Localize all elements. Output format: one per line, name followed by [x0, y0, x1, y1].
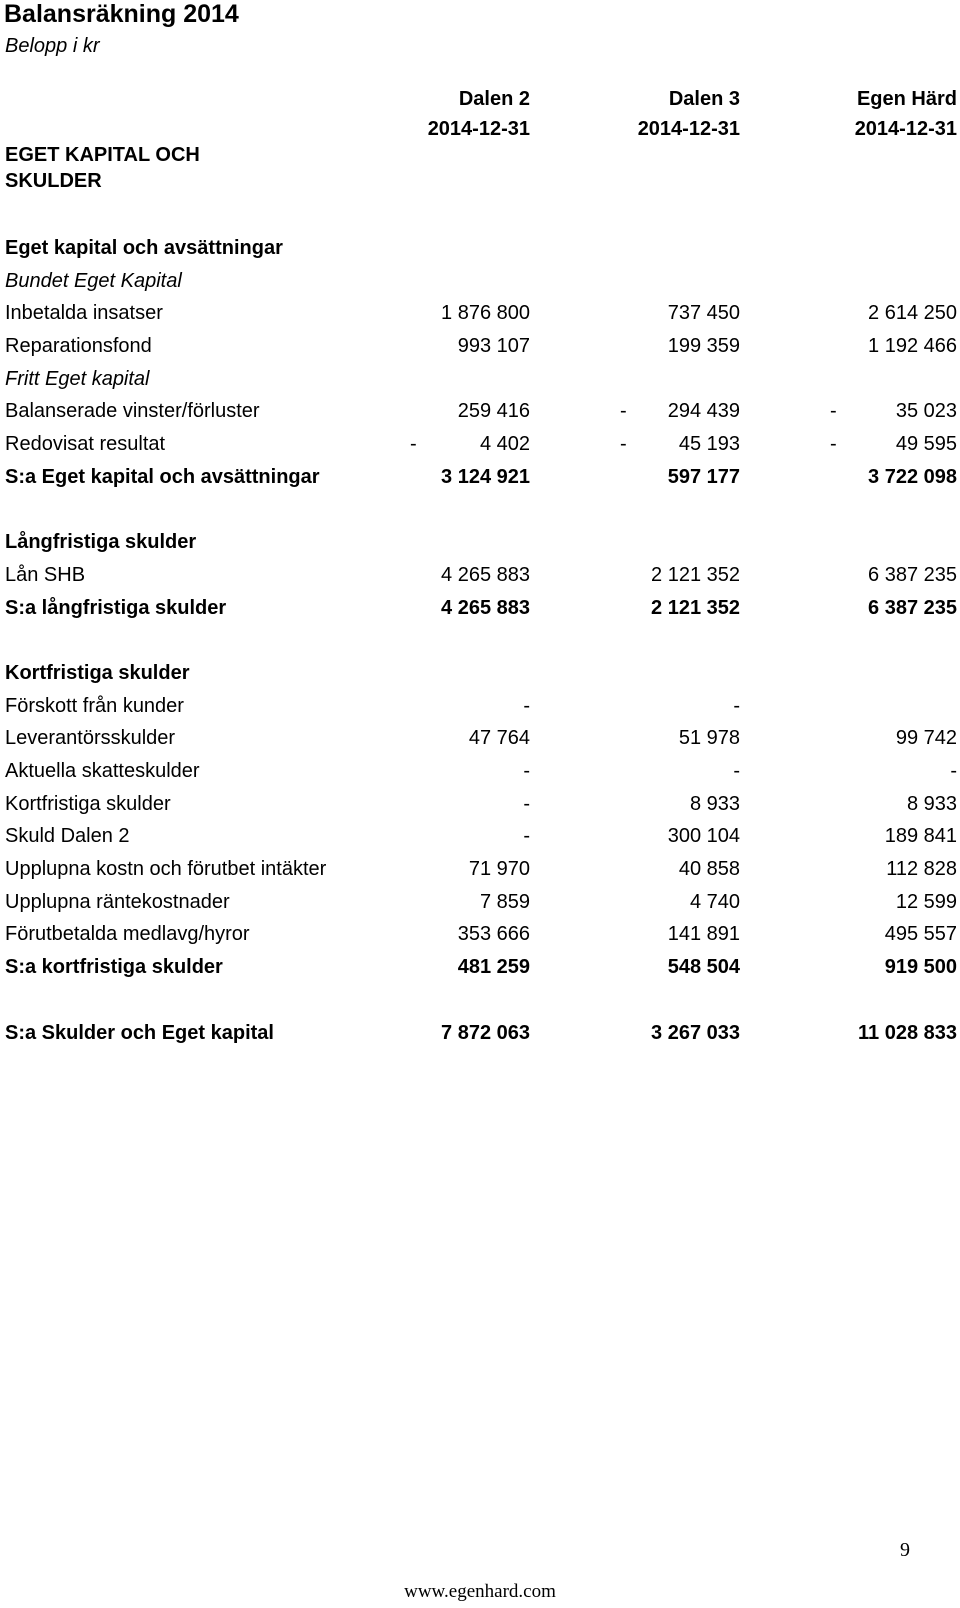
row-value: 3 267 033: [651, 1021, 740, 1044]
row-label: Balanserade vinster/förluster: [5, 400, 260, 423]
row-value: [830, 494, 957, 526]
row-value: 3 722 098: [868, 465, 957, 488]
row-label: Lån SHB: [5, 563, 86, 586]
row-value: [620, 232, 740, 264]
row-value: 2 121 352: [651, 563, 740, 586]
table-row: [0, 330, 960, 363]
row-value: -: [523, 825, 530, 848]
table-row: [0, 755, 960, 788]
page-title: Balansräkning 2014: [4, 0, 239, 28]
row-value: [830, 624, 957, 656]
row-label: Redovisat resultat: [5, 433, 166, 456]
row-value: -: [523, 760, 530, 782]
row-value: [830, 984, 957, 1016]
row-value: 2 121 352: [651, 596, 740, 619]
row-value: [830, 526, 957, 558]
table-row: [0, 395, 960, 428]
row-label: Långfristiga skulder: [5, 531, 197, 554]
row-value: 4 265 883: [441, 563, 530, 586]
row-label: Upplupna kostn och förutbet intäkter: [5, 858, 327, 881]
row-label: Inbetalda insatser: [5, 302, 163, 325]
row-label: Aktuella skatteskulder: [5, 760, 200, 782]
row-value: - 294 439: [620, 400, 740, 423]
row-value: - 35 023: [830, 400, 957, 423]
row-value: -: [523, 792, 530, 815]
row-value: 1 876 800: [441, 302, 530, 325]
column-header-egen-hard: Egen Härd: [856, 88, 957, 110]
table-row: [0, 657, 960, 690]
row-value: 40 858: [678, 858, 740, 881]
section-heading: EGET KAPITAL OCH SKULDER: [5, 144, 200, 192]
spacer-row: [0, 494, 960, 527]
row-value: 495 557: [884, 923, 957, 946]
row-value: [620, 526, 740, 558]
table-row: [0, 363, 960, 396]
balance-table: [0, 232, 960, 1049]
row-label: S:a kortfristiga skulder: [5, 956, 223, 979]
table-row: [0, 297, 960, 330]
row-label: Reparationsfond: [5, 335, 152, 358]
row-label: Bundet Eget Kapital: [5, 269, 182, 292]
row-value: 47 764: [468, 727, 530, 750]
row-label: Eget kapital och avsättningar: [5, 237, 283, 259]
row-value: [410, 526, 530, 558]
row-value: [620, 984, 740, 1016]
column-header-dalen-2: Dalen 2: [458, 88, 530, 110]
row-value: [410, 232, 530, 264]
row-label: Förutbetalda medlavg/hyror: [5, 923, 250, 946]
table-row: [0, 853, 960, 886]
row-value: [410, 657, 530, 689]
row-value: 259 416: [457, 400, 530, 423]
row-value: 3 124 921: [441, 465, 530, 488]
spacer-row: [0, 984, 960, 1017]
row-value: 8 933: [906, 792, 957, 815]
row-value: 112 828: [886, 858, 957, 881]
row-value: [620, 363, 740, 395]
column-date-dalen-3: 2014-12-31: [637, 118, 740, 140]
row-value: -: [523, 694, 530, 717]
row-value: 481 259: [457, 956, 530, 979]
row-value: 141 891: [667, 923, 740, 946]
column-date-egen-hard: 2014-12-31: [854, 118, 957, 140]
column-date-dalen-2: 2014-12-31: [427, 118, 530, 140]
row-value: 4 740: [689, 890, 740, 913]
row-value: [410, 494, 530, 526]
table-row: [0, 722, 960, 755]
row-value: [830, 657, 957, 689]
page-number: 9: [900, 1539, 910, 1561]
table-row: [0, 951, 960, 984]
row-value: [620, 265, 740, 297]
row-label: Leverantörsskulder: [5, 727, 176, 750]
column-header-dalen-3: Dalen 3: [668, 88, 740, 110]
table-row: [0, 820, 960, 853]
page-subtitle: Belopp i kr: [5, 35, 100, 57]
row-value: 993 107: [457, 335, 530, 358]
row-label: Skuld Dalen 2: [5, 825, 130, 848]
row-label: Kortfristiga skulder: [5, 792, 171, 815]
row-value: 7 872 063: [441, 1021, 530, 1044]
row-value: 353 666: [457, 923, 530, 946]
row-value: - 4 402: [410, 433, 530, 456]
row-value: [620, 624, 740, 656]
row-value: 189 841: [884, 825, 957, 848]
table-row: [0, 232, 960, 265]
row-value: -: [950, 760, 957, 782]
row-value: 51 978: [678, 727, 740, 750]
row-value: - 45 193: [620, 433, 740, 456]
table-row: [0, 788, 960, 821]
row-value: [410, 984, 530, 1016]
row-value: 11 028 833: [858, 1021, 957, 1044]
row-label: Kortfristiga skulder: [5, 661, 190, 684]
row-value: [830, 232, 957, 264]
table-row: [0, 690, 960, 723]
row-value: 548 504: [667, 956, 740, 979]
table-row: [0, 1017, 960, 1050]
row-value: [620, 494, 740, 526]
row-label: S:a Skulder och Eget kapital: [5, 1021, 274, 1044]
table-row: [0, 428, 960, 461]
table-row: [0, 918, 960, 951]
row-value: 1 192 466: [868, 335, 957, 358]
row-label: Upplupna räntekostnader: [5, 890, 230, 913]
table-row: [0, 592, 960, 625]
row-value: 2 614 250: [868, 302, 957, 325]
row-value: [410, 363, 530, 395]
row-label: Fritt Eget kapital: [5, 367, 150, 390]
spacer-row: [0, 624, 960, 657]
row-value: 919 500: [884, 956, 957, 979]
table-row: [0, 461, 960, 494]
row-value: -: [733, 694, 740, 717]
row-value: 597 177: [667, 465, 740, 488]
row-label: Förskott från kunder: [5, 694, 184, 717]
row-value: [410, 624, 530, 656]
row-value: [830, 690, 957, 722]
table-row: [0, 526, 960, 559]
row-label: S:a Eget kapital och avsättningar: [5, 465, 320, 488]
table-row: [0, 265, 960, 298]
row-value: 737 450: [667, 302, 740, 325]
row-value: 12 599: [895, 890, 957, 913]
row-value: 4 265 883: [441, 596, 530, 619]
row-value: 6 387 235: [868, 596, 957, 619]
row-value: -: [733, 760, 740, 782]
table-row: [0, 559, 960, 592]
row-value: - 49 595: [830, 433, 957, 456]
row-value: [830, 363, 957, 395]
table-row: [0, 886, 960, 919]
row-label: S:a långfristiga skulder: [5, 596, 227, 619]
row-value: 199 359: [667, 335, 740, 358]
row-value: [410, 265, 530, 297]
row-value: 6 387 235: [868, 563, 957, 586]
row-value: 8 933: [689, 792, 740, 815]
row-value: [620, 657, 740, 689]
row-value: 7 859: [479, 890, 530, 913]
row-value: [830, 265, 957, 297]
row-value: 99 742: [895, 727, 957, 750]
row-value: 71 970: [468, 858, 530, 881]
footer-url: www.egenhard.com: [404, 1581, 556, 1602]
row-value: 300 104: [667, 825, 740, 848]
